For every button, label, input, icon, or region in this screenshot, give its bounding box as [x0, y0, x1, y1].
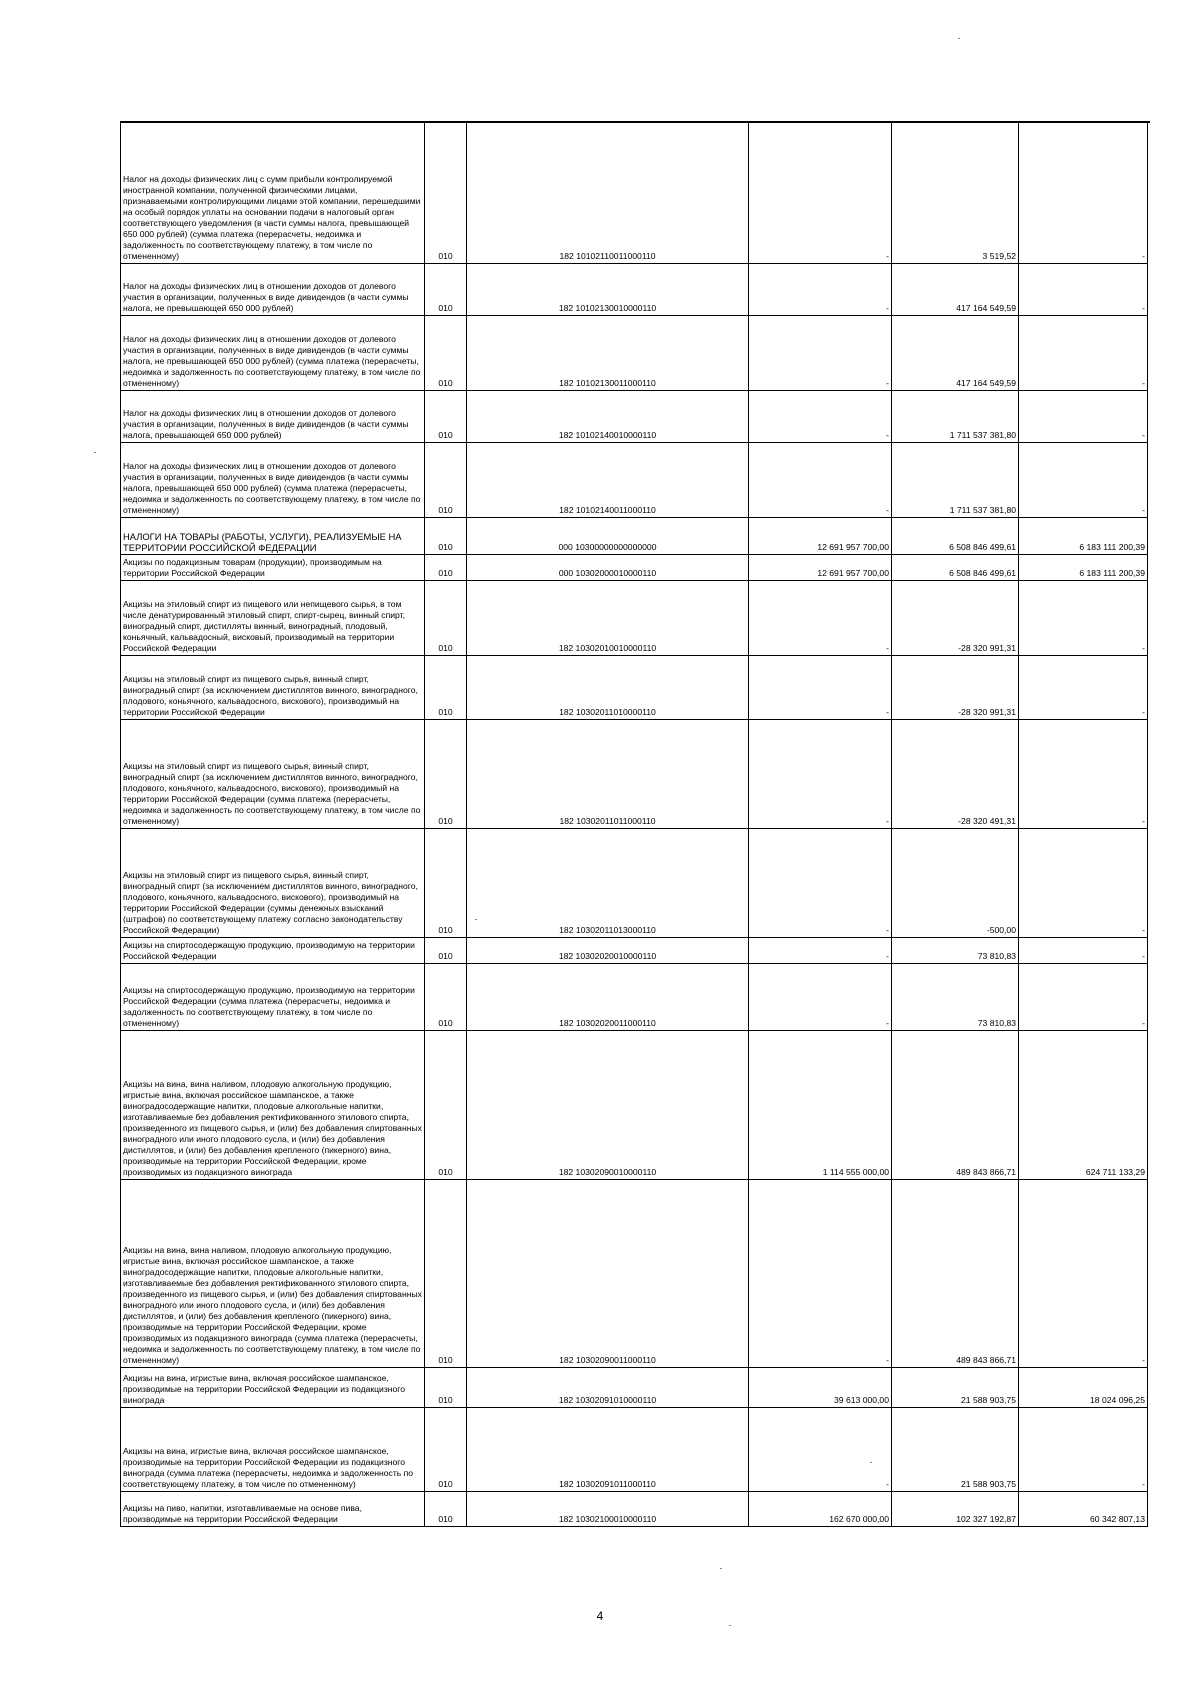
row-name-cell: Акцизы на спиртосодержащую продукцию, производимую на территории Российской Федерации	[121, 938, 425, 964]
row-line-code-cell: 010	[425, 1408, 467, 1492]
row-name-cell: Акцизы на вина, игристые вина, включая российское шампанское, производимые на территории Российской Федерации из подакцизного винограда	[121, 1368, 425, 1408]
row-line-code-cell: 010	[425, 1368, 467, 1408]
row-approved-cell: -	[749, 964, 892, 1031]
row-name-cell: Акцизы на этиловый спирт из пищевого сырья, винный спирт, виноградный спирт (за исключением дистиллятов винного, виноградного, плодового, коньячного, кальвадосного, вискового), производимый на территории Российской Федерации (сумма платежа (перерасчеты, недоимка и задолженность по соответствующему платежу, в том числе по отмененному)	[121, 720, 425, 829]
row-line-code-cell: 010	[425, 581, 467, 656]
row-budget-code-cell: 182 10102130010000110	[467, 264, 749, 316]
row-unexecuted-cell: 6 183 111 200,39	[1019, 518, 1148, 555]
row-line-code-cell: 010	[425, 720, 467, 829]
row-name-cell: Акцизы по подакцизным товарам (продукции), производимым на территории Российской Федерации	[121, 555, 425, 581]
row-line-code-cell: 010	[425, 264, 467, 316]
row-executed-cell: 417 164 549,59	[892, 264, 1019, 316]
row-unexecuted-cell: -	[1019, 316, 1148, 391]
row-unexecuted-cell: -	[1019, 264, 1148, 316]
row-approved-cell: -	[749, 443, 892, 518]
row-budget-code-cell: 182 10302011013000110	[467, 829, 749, 938]
row-executed-cell: 6 508 846 499,61	[892, 555, 1019, 581]
row-budget-code-cell: 182 10302011011000110	[467, 720, 749, 829]
row-name-cell: Налог на доходы физических лиц в отношении доходов от долевого участия в организации, полученных в виде дивидендов (в части суммы налога, превышающей 650 000 рублей)	[121, 391, 425, 443]
scan-speck	[870, 1462, 872, 1463]
table-row	[121, 1180, 1148, 1368]
row-line-code-cell: 010	[425, 1180, 467, 1368]
row-budget-code-cell: 182 10302011010000110	[467, 656, 749, 720]
income-execution-table	[120, 122, 1148, 1527]
row-budget-code-cell: 000 10302000010000110	[467, 555, 749, 581]
row-executed-cell: 3 519,52	[892, 123, 1019, 264]
table-row	[121, 1492, 1148, 1527]
row-line-code-cell: 010	[425, 829, 467, 938]
row-line-code-cell: 010	[425, 1031, 467, 1180]
scan-speck	[720, 1568, 722, 1569]
row-name-cell: НАЛОГИ НА ТОВАРЫ (РАБОТЫ, УСЛУГИ), РЕАЛИЗУЕМЫЕ НА ТЕРРИТОРИИ РОССИЙСКОЙ ФЕДЕРАЦИИ	[121, 518, 425, 555]
row-name-cell: Налог на доходы физических лиц в отношении доходов от долевого участия в организации, полученных в виде дивидендов (в части суммы налога, не превышающей 650 000 рублей) (сумма платежа (перерасчеты, недоимка и задолженность по соответствующему платежу, в том числе по отмененному)	[121, 316, 425, 391]
row-approved-cell: 12 691 957 700,00	[749, 518, 892, 555]
page-number: 4	[596, 1609, 604, 1623]
row-executed-cell: 6 508 846 499,61	[892, 518, 1019, 555]
row-budget-code-cell: 182 10302100010000110	[467, 1492, 749, 1527]
row-line-code-cell: 010	[425, 123, 467, 264]
table-row	[121, 443, 1148, 518]
row-line-code-cell: 010	[425, 964, 467, 1031]
table-row	[121, 1368, 1148, 1408]
row-approved-cell: -	[749, 123, 892, 264]
row-name-cell: Акцизы на этиловый спирт из пищевого сырья, винный спирт, виноградный спирт (за исключением дистиллятов винного, виноградного, плодового, коньячного, кальвадосного, вискового), производимый на территории Российской Федерации (суммы денежных взысканий (штрафов) по соответствующему платежу согласно законодательству Российской Федерации)	[121, 829, 425, 938]
row-unexecuted-cell: -	[1019, 443, 1148, 518]
row-approved-cell: 1 114 555 000,00	[749, 1031, 892, 1180]
table-row	[121, 964, 1148, 1031]
row-budget-code-cell: 182 10302020011000110	[467, 964, 749, 1031]
report-sheet	[120, 122, 1148, 1527]
row-unexecuted-cell: -	[1019, 829, 1148, 938]
row-executed-cell: 102 327 192,87	[892, 1492, 1019, 1527]
row-approved-cell: -	[749, 720, 892, 829]
scan-speck	[475, 919, 477, 920]
table-row	[121, 1031, 1148, 1180]
row-unexecuted-cell: -	[1019, 964, 1148, 1031]
row-approved-cell: -	[749, 316, 892, 391]
table-row	[121, 1408, 1148, 1492]
row-unexecuted-cell: -	[1019, 391, 1148, 443]
row-line-code-cell: 010	[425, 316, 467, 391]
row-budget-code-cell: 182 10302090011000110	[467, 1180, 749, 1368]
row-unexecuted-cell: -	[1019, 1180, 1148, 1368]
row-budget-code-cell: 182 10102130011000110	[467, 316, 749, 391]
row-approved-cell: -	[749, 391, 892, 443]
scan-speck	[94, 452, 96, 453]
row-unexecuted-cell: -	[1019, 1408, 1148, 1492]
row-executed-cell: 489 843 866,71	[892, 1180, 1019, 1368]
row-approved-cell: -	[749, 1408, 892, 1492]
row-executed-cell: 417 164 549,59	[892, 316, 1019, 391]
scan-speck	[958, 38, 960, 39]
row-budget-code-cell: 182 10302010010000110	[467, 581, 749, 656]
table-row	[121, 518, 1148, 555]
row-unexecuted-cell: -	[1019, 581, 1148, 656]
row-unexecuted-cell: 6 183 111 200,39	[1019, 555, 1148, 581]
row-unexecuted-cell: 18 024 096,25	[1019, 1368, 1148, 1408]
row-name-cell: Акцизы на вина, вина наливом, плодовую алкогольную продукцию, игристые вина, включая российское шампанское, а также виноградосодержащие напитки, плодовые алкогольные напитки, изготавливаемые без добавления ректификованного этилового спирта, произведенного из пищевого сырья, и (или) без добавления спиртованных виноградного или иного плодового сусла, и (или) без добавления дистиллятов, и (или) без добавления крепленого (пикерного) вина, производимые на территории Российской Федерации, кроме производимых из подакцизного винограда (сумма платежа (перерасчеты, недоимка и задолженность по соответствующему платежу, в том числе по отмененному)	[121, 1180, 425, 1368]
row-line-code-cell: 010	[425, 938, 467, 964]
row-executed-cell: -28 320 491,31	[892, 720, 1019, 829]
scan-speck	[729, 1625, 731, 1626]
row-executed-cell: 489 843 866,71	[892, 1031, 1019, 1180]
table-row	[121, 555, 1148, 581]
row-line-code-cell: 010	[425, 443, 467, 518]
row-approved-cell: -	[749, 1180, 892, 1368]
row-approved-cell: 39 613 000,00	[749, 1368, 892, 1408]
table-row	[121, 264, 1148, 316]
row-name-cell: Налог на доходы физических лиц в отношении доходов от долевого участия в организации, полученных в виде дивидендов (в части суммы налога, превышающей 650 000 рублей) (сумма платежа (перерасчеты, недоимка и задолженность по соответствующему платежу, в том числе по отмененному)	[121, 443, 425, 518]
row-line-code-cell: 010	[425, 518, 467, 555]
row-unexecuted-cell: -	[1019, 656, 1148, 720]
row-unexecuted-cell: -	[1019, 938, 1148, 964]
row-name-cell: Акцизы на вина, игристые вина, включая российское шампанское, производимые на территории Российской Федерации из подакцизного винограда (сумма платежа (перерасчеты, недоимка и задолженность по соответствующему платежу, в том числе по отмененному)	[121, 1408, 425, 1492]
row-name-cell: Налог на доходы физических лиц с сумм прибыли контролируемой иностранной компании, полученной физическими лицами, признаваемыми контролирующими лицами этой компании, перешедшими на особый порядок уплаты на основании подачи в налоговый орган соответствующего уведомления (в части суммы налога, превышающей 650 000 рублей) (сумма платежа (перерасчеты, недоимка и задолженность по соответствующему платежу, в том числе по отмененному)	[121, 123, 425, 264]
table-row	[121, 316, 1148, 391]
row-name-cell: Акцизы на этиловый спирт из пищевого сырья, винный спирт, виноградный спирт (за исключением дистиллятов винного, виноградного, плодового, коньячного, кальвадосного, вискового), производимый на территории Российской Федерации	[121, 656, 425, 720]
table-row	[121, 391, 1148, 443]
row-budget-code-cell: 182 10102110011000110	[467, 123, 749, 264]
row-name-cell: Акцизы на спиртосодержащую продукцию, производимую на территории Российской Федерации (сумма платежа (перерасчеты, недоимка и задолженность по соответствующему платежу, в том числе по отмененному)	[121, 964, 425, 1031]
row-line-code-cell: 010	[425, 391, 467, 443]
table-row	[121, 720, 1148, 829]
row-executed-cell: -28 320 991,31	[892, 656, 1019, 720]
table-body	[121, 123, 1148, 1527]
row-budget-code-cell: 182 10302020010000110	[467, 938, 749, 964]
row-executed-cell: 73 810,83	[892, 938, 1019, 964]
row-executed-cell: 1 711 537 381,80	[892, 443, 1019, 518]
row-line-code-cell: 010	[425, 1492, 467, 1527]
row-approved-cell: 12 691 957 700,00	[749, 555, 892, 581]
row-budget-code-cell: 182 10302091011000110	[467, 1408, 749, 1492]
table-row	[121, 123, 1148, 264]
row-name-cell: Акцизы на вина, вина наливом, плодовую алкогольную продукцию, игристые вина, включая российское шампанское, а также виноградосодержащие напитки, плодовые алкогольные напитки, изготавливаемые без добавления ректификованного этилового спирта, произведенного из пищевого сырья, и (или) без добавления спиртованных виноградного или иного плодового сусла, и (или) без добавления дистиллятов, и (или) без добавления крепленого (пикерного) вина, производимые на территории Российской Федерации, кроме производимых из подакцизного винограда	[121, 1031, 425, 1180]
row-line-code-cell: 010	[425, 656, 467, 720]
row-approved-cell: -	[749, 656, 892, 720]
table-row	[121, 938, 1148, 964]
row-executed-cell: -500,00	[892, 829, 1019, 938]
row-budget-code-cell: 182 10302091010000110	[467, 1368, 749, 1408]
row-budget-code-cell: 182 10102140010000110	[467, 391, 749, 443]
row-executed-cell: -28 320 991,31	[892, 581, 1019, 656]
row-executed-cell: 21 588 903,75	[892, 1368, 1019, 1408]
row-executed-cell: 73 810,83	[892, 964, 1019, 1031]
row-name-cell: Акцизы на пиво, напитки, изготавливаемые на основе пива, производимые на территории Российской Федерации	[121, 1492, 425, 1527]
row-executed-cell: 1 711 537 381,80	[892, 391, 1019, 443]
row-executed-cell: 21 588 903,75	[892, 1408, 1019, 1492]
row-unexecuted-cell: 60 342 807,13	[1019, 1492, 1148, 1527]
row-budget-code-cell: 000 10300000000000000	[467, 518, 749, 555]
row-budget-code-cell: 182 10302090010000110	[467, 1031, 749, 1180]
row-unexecuted-cell: -	[1019, 123, 1148, 264]
row-budget-code-cell: 182 10102140011000110	[467, 443, 749, 518]
row-name-cell: Акцизы на этиловый спирт из пищевого или непищевого сырья, в том числе денатурированный этиловый спирт, спирт-сырец, винный спирт, виноградный спирт, дистилляты винный, виноградный, плодовый, коньячный, кальвадосный, висковый, производимый на территории Российской Федерации	[121, 581, 425, 656]
table-row	[121, 829, 1148, 938]
table-row	[121, 581, 1148, 656]
row-approved-cell: 162 670 000,00	[749, 1492, 892, 1527]
row-approved-cell: -	[749, 938, 892, 964]
row-approved-cell: -	[749, 829, 892, 938]
row-approved-cell: -	[749, 581, 892, 656]
row-unexecuted-cell: 624 711 133,29	[1019, 1031, 1148, 1180]
row-line-code-cell: 010	[425, 555, 467, 581]
table-row	[121, 656, 1148, 720]
row-unexecuted-cell: -	[1019, 720, 1148, 829]
row-approved-cell: -	[749, 264, 892, 316]
row-name-cell: Налог на доходы физических лиц в отношении доходов от долевого участия в организации, полученных в виде дивидендов (в части суммы налога, не превышающей 650 000 рублей)	[121, 264, 425, 316]
